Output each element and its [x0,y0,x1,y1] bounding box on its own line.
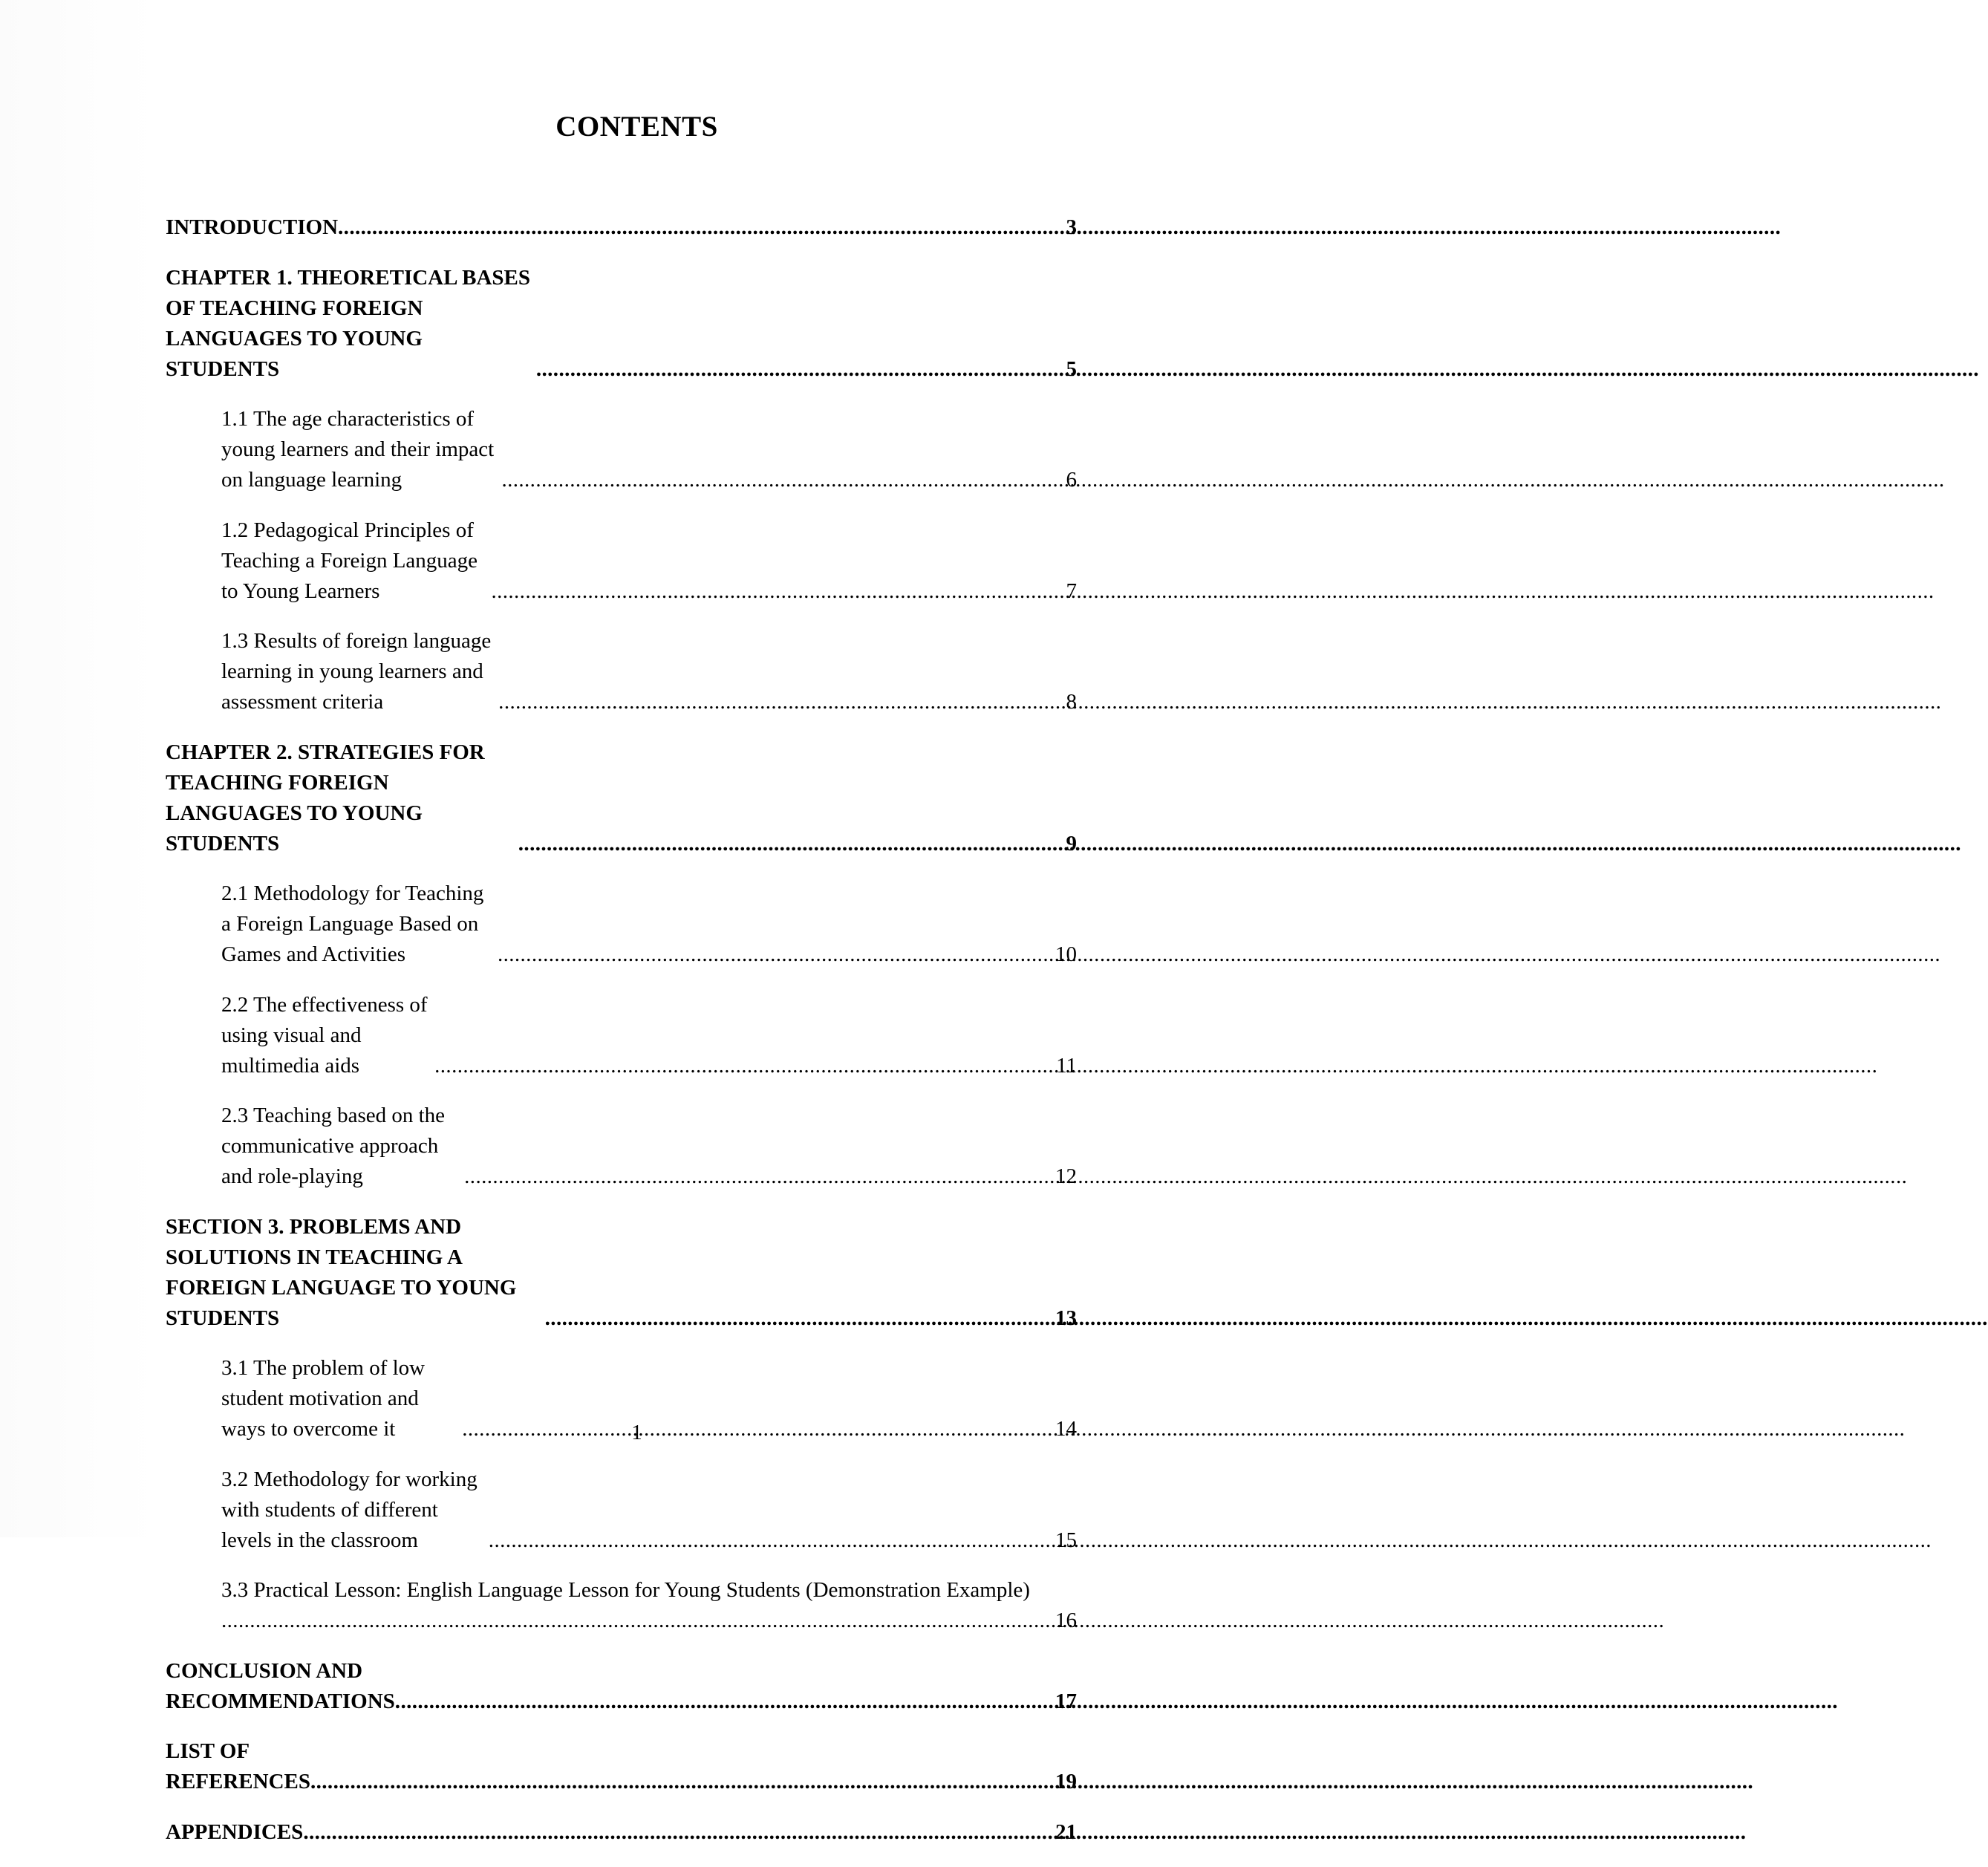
toc-dot-leader [545,1303,1055,1334]
toc-entry-label: 2.2 The effectiveness of using visual and multimedia aids [221,992,428,1078]
toc-entry-label: 3.2 Methodology for working with students of different levels in the classroom [221,1467,478,1552]
toc-entry-1-3[interactable] [221,626,1077,717]
toc-entry-label: 2.1 Methodology for Teaching a Foreign Language Based on Games and Activities [221,882,484,966]
toc-entry-label: 1.1 The age characteristics of young learners and their impact on language learning [221,407,495,492]
toc-dot-leader [491,576,1066,607]
page-number: 1 [631,1421,642,1444]
toc-entry-label: 3.3 Practical Lesson: English Language Lesson for Young Students (Demonstration Example) [221,1578,1030,1602]
toc-entry-label: 2.3 Teaching based on the communicative approach and role-playing [221,1104,446,1188]
toc-dot-leader [310,1767,1055,1797]
toc-entry-section-3[interactable] [166,1212,1077,1334]
toc-dot-leader [221,1606,1055,1636]
toc-dot-leader [303,1817,1055,1848]
toc-entry-label: 1.2 Pedagogical Principles of Teaching a Foreign Language to Young Learners [221,518,478,603]
toc-entry-label: SECTION 3. PROBLEMS AND SOLUTIONS IN TEACHING A FOREIGN LANGUAGE TO YOUNG STUDENTS [166,1214,517,1330]
toc-page-number: 15 [1055,1528,1077,1552]
toc-dot-leader [498,687,1066,717]
toc-page-number: 8 [1066,690,1077,714]
toc-dot-leader [518,829,1066,859]
toc-entry-label: LIST OF REFERENCES [166,1739,310,1793]
toc-page-number: 17 [1055,1689,1077,1713]
toc-dot-leader [498,939,1055,970]
toc-page-number: 12 [1055,1164,1077,1188]
toc-entry-3-2[interactable] [221,1464,1077,1556]
toc-entry-label: 1.3 Results of foreign language learning in young learners and assessment criteria [221,629,492,714]
toc-entry-label: INTRODUCTION [166,215,339,239]
toc-page-number: 5 [1066,356,1077,381]
toc-dot-leader [395,1687,1055,1717]
toc-dot-leader [434,1051,1056,1081]
page-title: CONTENTS [555,111,718,143]
toc-entry-3-3[interactable] [221,1575,1077,1636]
toc-page-number: 10 [1055,942,1077,966]
toc-page-number: 3 [1066,215,1077,239]
toc-entry-introduction[interactable] [166,212,1077,243]
toc-entry-label: CHAPTER 2. STRATEGIES FOR TEACHING FOREIGN LANGUAGES TO YOUNG STUDENTS [166,740,485,856]
toc-entry-chapter-2[interactable] [166,737,1077,859]
toc-entry-appendices[interactable] [166,1817,1077,1848]
toc-entry-1-1[interactable] [221,404,1077,495]
toc-entry-label: CONCLUSION AND RECOMMENDATIONS [166,1658,395,1713]
toc-dot-leader [501,465,1066,495]
toc-page-number: 21 [1055,1819,1077,1844]
toc-entry-label: 3.1 The problem of low student motivation and ways to overcome it [221,1356,426,1441]
toc-page-number: 19 [1055,1770,1077,1793]
toc-entry-2-2[interactable] [221,990,1077,1081]
toc-entry-2-1[interactable] [221,879,1077,970]
page-edge-shade [0,0,156,1537]
toc-entry-conclusion[interactable] [166,1656,1077,1717]
toc-page-number: 6 [1066,468,1077,492]
toc-entry-label: APPENDICES [166,1819,304,1844]
toc-page-number: 11 [1056,1053,1077,1078]
toc-dot-leader [489,1525,1055,1556]
toc-entry-label: CHAPTER 1. THEORETICAL BASES OF TEACHING FOREIGN LANGUAGES TO YOUNG STUDENTS [166,265,530,381]
toc-entry-leader-line [221,1606,1077,1636]
table-of-contents [166,212,1077,1867]
toc-page-number: 7 [1066,579,1077,603]
toc-entry-1-2[interactable] [221,515,1077,607]
toc-dot-leader [464,1161,1055,1192]
toc-page-number: 13 [1055,1306,1077,1330]
toc-dot-leader [338,212,1066,243]
toc-dot-leader [536,354,1066,385]
toc-page-number: 14 [1055,1417,1077,1441]
toc-entry-chapter-1[interactable] [166,263,1077,385]
toc-page-number: 16 [1055,1609,1077,1632]
toc-entry-2-3[interactable] [221,1101,1077,1192]
toc-page-number: 9 [1066,831,1077,856]
toc-entry-references[interactable] [166,1736,1077,1797]
